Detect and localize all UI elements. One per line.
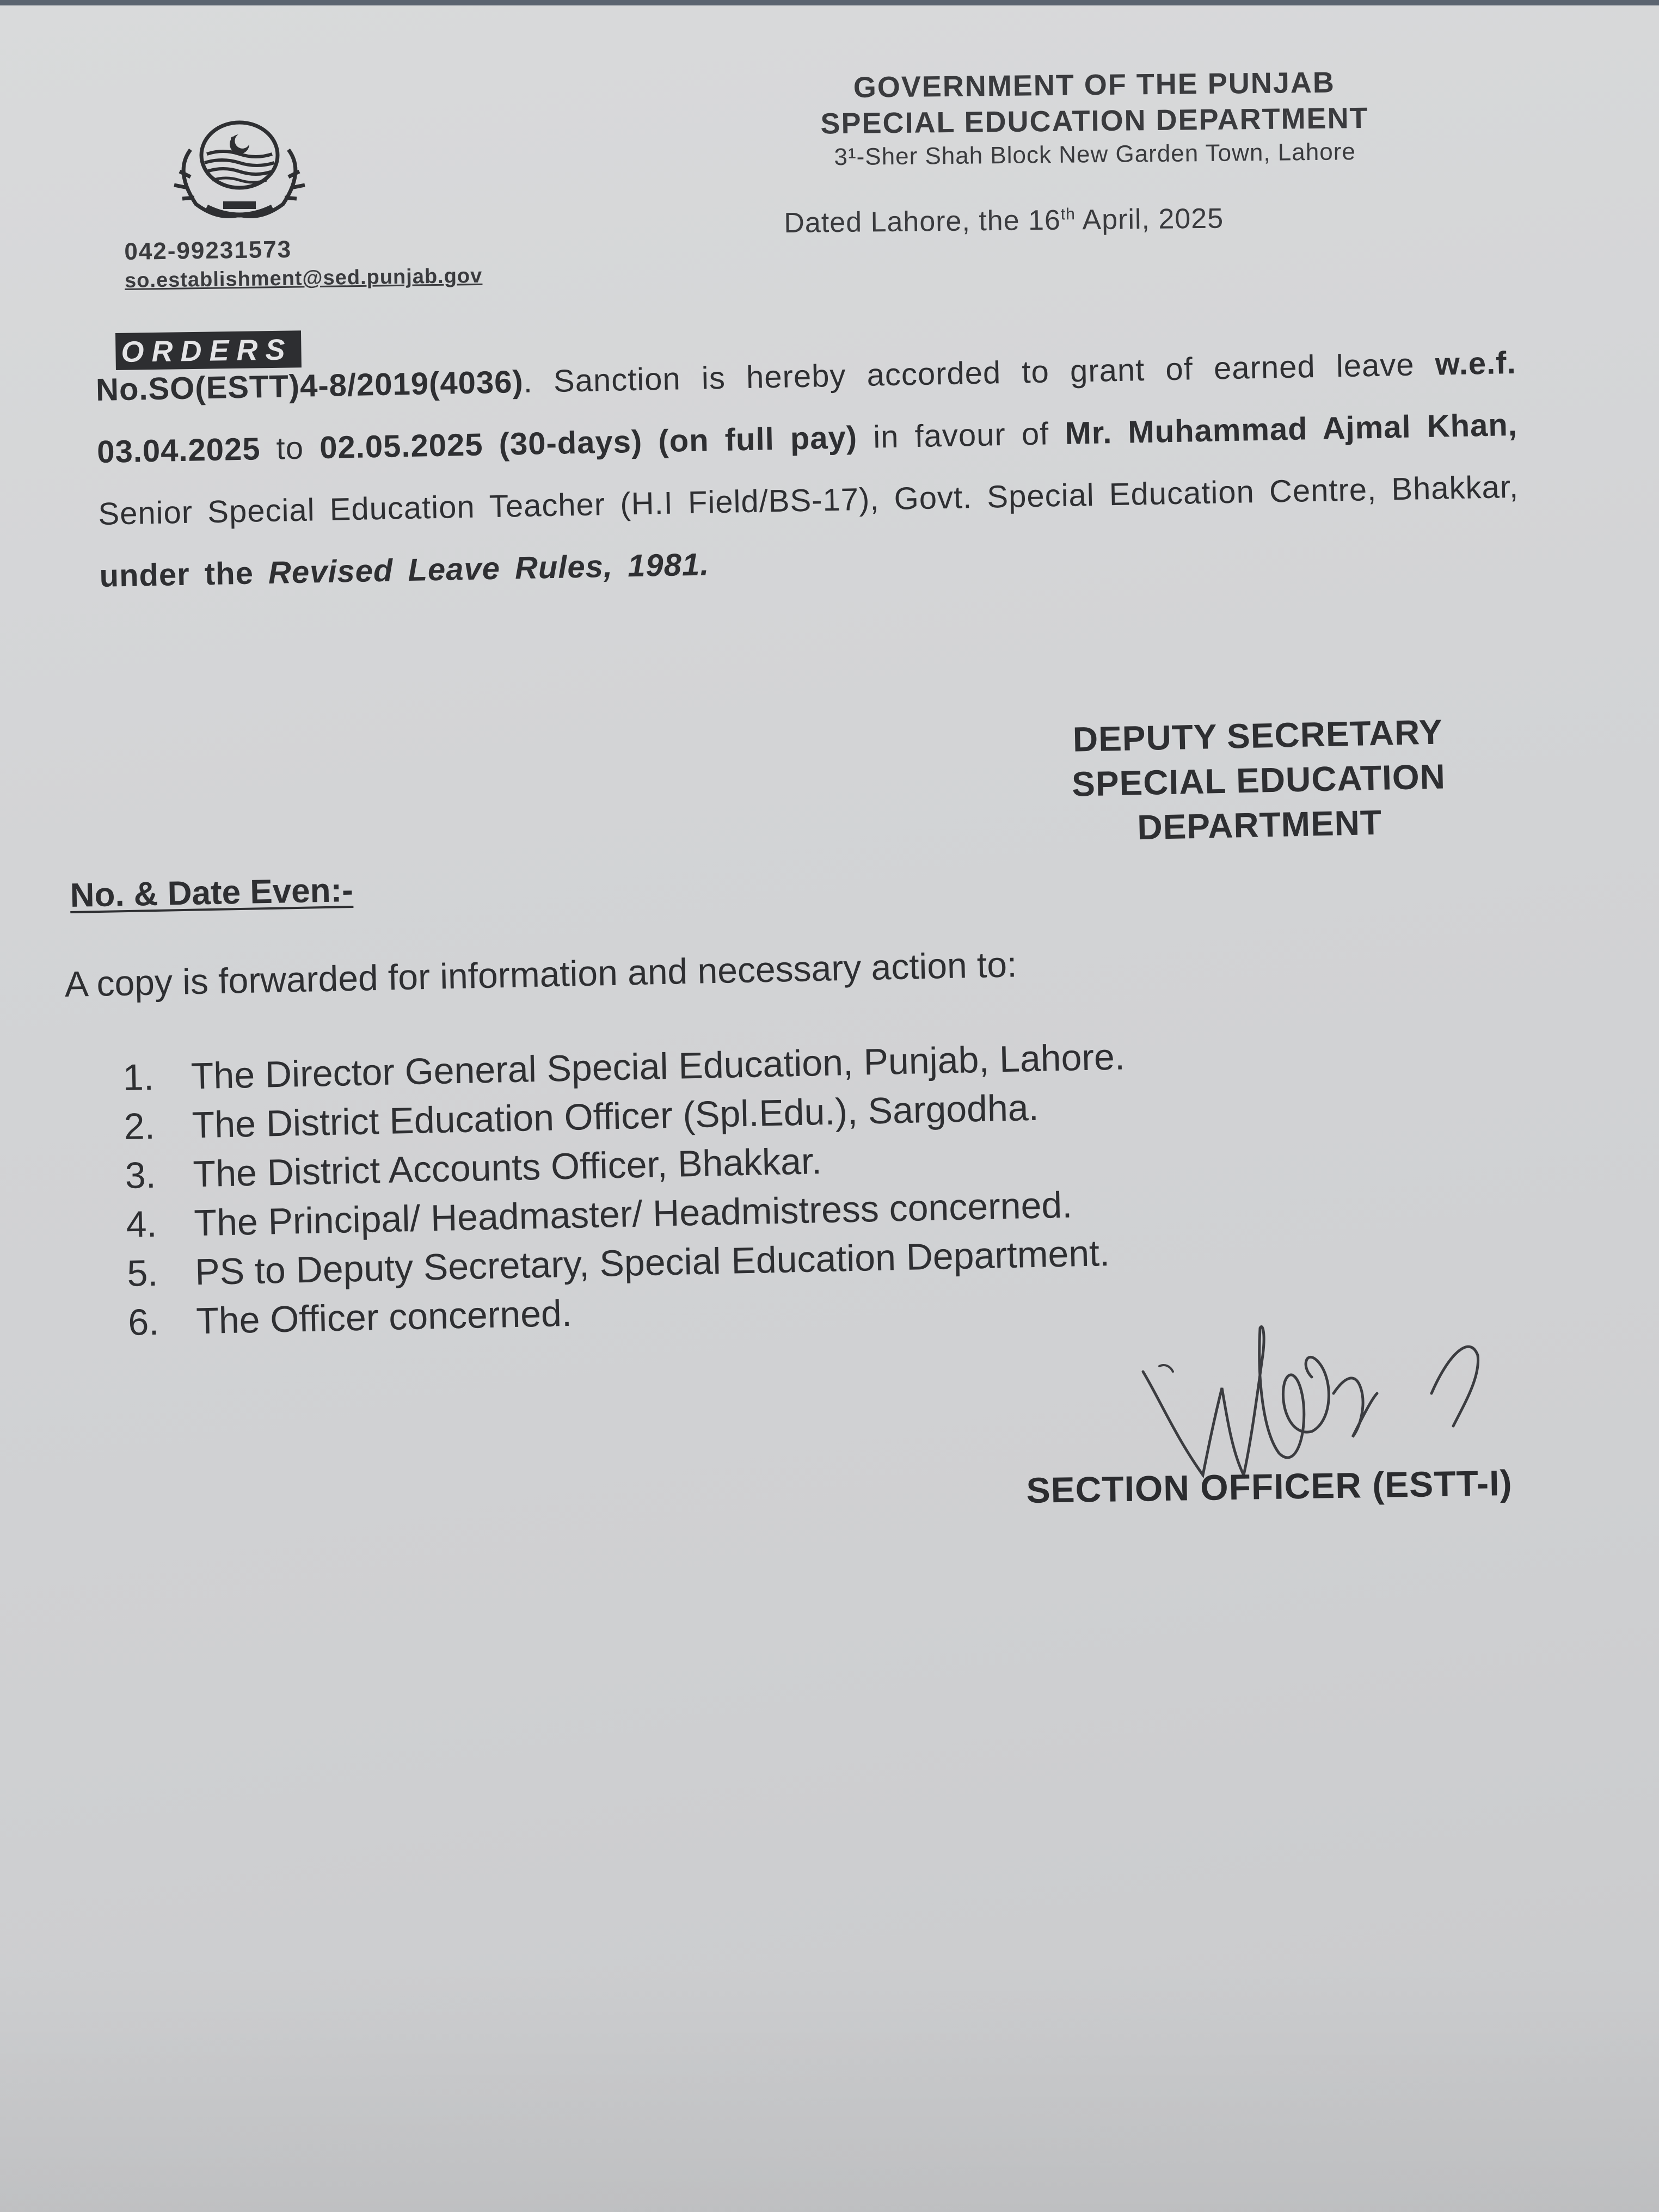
list-text: PS to Deputy Secretary, Special Education Department. (194, 1232, 1110, 1293)
dated-suffix: April, 2025 (1075, 202, 1224, 236)
list-number: 2. (124, 1105, 156, 1147)
list-number: 4. (125, 1203, 158, 1245)
list-text: The District Accounts Officer, Bhakkar. (192, 1140, 822, 1195)
order-text-2: to (260, 430, 320, 467)
list-text: The Principal/ Headmaster/ Headmistress concerned. (193, 1184, 1073, 1244)
order-number: No.SO(ESTT)4-8/2019(4036) (95, 364, 524, 408)
list-number: 3. (124, 1154, 157, 1196)
order-paragraph (95, 332, 1520, 607)
list-text: The Officer concerned. (195, 1292, 573, 1342)
dated-sup: th (1060, 205, 1076, 224)
list-number: 5. (126, 1252, 158, 1294)
letterhead (740, 63, 1449, 174)
orders-label: ORDERS (115, 330, 302, 370)
order-rules: Revised Leave Rules, 1981. (268, 546, 710, 591)
forward-text: A copy is forwarded for information and necessary action to: (64, 944, 1018, 1004)
order-text-3: in favour of (857, 415, 1066, 456)
list-text: The District Education Officer (Spl.Edu.), Sargodha. (192, 1086, 1040, 1146)
phone-number: 042-99231573 (124, 236, 292, 265)
letterhead-government: GOVERNMENT OF THE PUNJAB (853, 66, 1336, 104)
deputy-secretary-line3: DEPARTMENT (1136, 802, 1382, 847)
contact-block (124, 232, 483, 294)
list-number: 6. (127, 1301, 159, 1343)
letterhead-department: SPECIAL EDUCATION DEPARTMENT (820, 101, 1369, 140)
section-officer-designation: SECTION OFFICER (ESTT-I) (1026, 1462, 1513, 1510)
deputy-secretary-line2: SPECIAL EDUCATION (1071, 757, 1446, 804)
list-number: 1. (122, 1056, 155, 1098)
list-text: The Director General Special Education, Punjab, Lahore. (191, 1036, 1126, 1097)
dated-line (784, 202, 1224, 239)
order-to-date: 02.05.2025 (30-days) (on full pay) (319, 420, 858, 466)
dated-prefix: Dated Lahore, the 16 (784, 204, 1061, 239)
deputy-secretary-line1: DEPUTY SECRETARY (1072, 712, 1443, 759)
order-wef: w.e.f. 03.04.2025 (96, 345, 1517, 470)
recipient-list (122, 1032, 1130, 1347)
paper-shadow (0, 1959, 1659, 2212)
even-heading: No. & Date Even:- (70, 871, 354, 914)
order-employee-name: Mr. Muhammad Ajmal Khan, (1064, 407, 1518, 451)
deputy-secretary-block (1012, 708, 1505, 852)
order-text-4: Senior Special Education Teacher (H.I Field/BS-17), Govt. Special Education Centre, Bhakkar, (97, 469, 1519, 532)
letterhead-address: 3¹-Sher Shah Block New Garden Town, Lahore (834, 138, 1356, 171)
order-under: under the (99, 555, 269, 594)
order-text-1: . Sanction is hereby accorded to grant of earned leave (523, 346, 1436, 400)
top-edge (0, 0, 1659, 5)
punjab-emblem-icon (142, 112, 337, 237)
email-address: so.establishment@sed.punjab.gov (124, 264, 483, 292)
